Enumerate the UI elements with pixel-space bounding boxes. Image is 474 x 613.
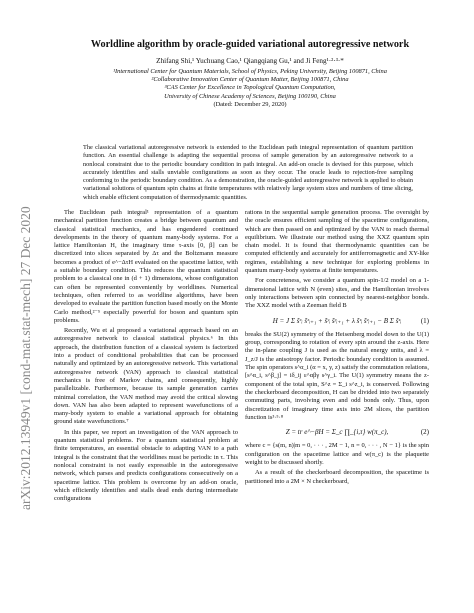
affiliations	[60, 68, 440, 109]
paragraph: For concreteness, we consider a quantum spin-1/2 model on a 1-dimensional lattice with N (even) sites, and the Hamiltonian involves only interactions between spin connected by nearest-neighbor bonds. The XXZ model with a Zeeman field B	[245, 277, 429, 310]
date: (Dated: December 29, 2020)	[213, 100, 287, 108]
paper-title: Worldline algorithm by oracle-guided variational autoregressive network	[90, 39, 410, 50]
equation-2-number: (2)	[420, 428, 429, 437]
affiliation-4: University of Chinese Academy of Sciences, Beijing 100190, China	[164, 92, 336, 100]
equation-1	[245, 317, 429, 325]
right-column	[245, 209, 429, 488]
paragraph: Recently, Wu et al proposed a variational approach based on an autoregressive network to classical statistical physics.⁶ In this approach, the distribution function of a classical system is factorized into a product of conditional probabilities that can be processed naturally and optimized by an autoregressive network. This variational autoregressive network (VAN) approach to classical statistical mechanics is free of Markov chains, and consequently, highly parallelizable. Furthermore, because its sample generation carries minimal correlation, the VAN method may avoid the critical slowing down. VAN has also been adapted to represent wavefunctions of a many-body system to enable a variational approach for obtaining ground state wavefunctions.⁷	[54, 327, 238, 426]
paragraph: The Euclidean path integral¹ representation of a quantum mechanical partition function creates a bridge between quantum and classical statistical mechanics, and has engendered continued developments in the theory of quantum many-body systems. For a lattice Hamiltonian H, the imaginary time τ-axis [0, β] can be discretized into slices separated by Δτ and the Boltzmann measure becomes a product of e^−ΔτH evaluated on the spacetime lattice, with a suitable boundary condition. This reduces the quantum statistical problem to a classical one in (d + 1) dimensions, whose configuration can often be represented conveniently by worldlines. Numerical techniques, often referred to as worldline algorithms, have been developed to evaluate the partition function based mostly on the Monte Carlo method,²⁻⁵ especially powerful for boson and quantum spin problems.	[54, 209, 238, 324]
left-column	[54, 209, 238, 505]
paragraph: where c = {s(m, n)|m = 0, · · · , 2M − 1, n = 0, · · · , N − 1} is the spin configuration on the spacetime lattice and w(π_c) is the plaquette weight to be discussed shortly.	[245, 442, 429, 467]
arxiv-stamp	[2, 130, 42, 510]
paragraph: As a result of the checkerboard decomposition, the spacetime is partitioned into a 2M × N checkerboard,	[245, 469, 429, 485]
paragraph: In this paper, we report an investigation of the VAN approach to quantum statistical problems. For a quantum statistical problem at finite temperatures, an essential obstacle to adapting VAN to a path integral is the constraint that the worldlines must be periodic in τ. This nonlocal constraint is not easily expressible in the autoregressive network, which parses and predicts configurations consecutively on a spacetime lattice. This problem is overcome by an add-on oracle, which efficiently identifies and stalls dead ends during intermediate configurations	[54, 428, 238, 503]
affiliation-1: ¹International Center for Quantum Materials, School of Physics, Peking University, Beijing 100871, China	[113, 68, 387, 75]
equation-1-body: H = J Σ s̃ˣᵢ s̃ˣᵢ₊₁ + s̃ʸᵢ s̃ʸᵢ₊₁ + λ s̃ᶻᵢ s̃ᶻᵢ₊₁ − B Σ s̃ᶻᵢ	[272, 316, 402, 325]
affiliation-3: ³CAS Center for Excellence in Topological Quantum Computation,	[164, 84, 336, 92]
equation-2	[245, 428, 429, 436]
abstract: The classical variational autoregressive network is extended to the Euclidean path integral representation of quantum partition function. An essential challenge is adapting the sequential process of sample generation by an autoregressive network to a nonlocal constraint due to the periodic boundary condition in path integral. An add-on oracle is devised for this purpose, which accurately identifies and stalls unviable configurations as soon as they occur. The oracle leads to rejection-free sampling conforming to the periodic boundary condition. As a demonstration, the oracle-guided autoregressive network is applied to obtain variational solutions of quantum spin chains at finite temperatures with relatively large system sizes and numbers of time slicing, which enable efficient computation of thermodynamic quantities.	[83, 144, 413, 201]
equation-2-body: Z = tr e^−βH = Σ_c ∏_{i,τ} w(π_c),	[285, 428, 389, 437]
paragraph: rations in the sequential sample generation process. The oversight by the oracle ensures efficient sampling of the spacetime configurations, which are then passed on and optimized by the VAN to reach thermal equilibrium. We illustrate our method using the XXZ quantum spin chain model. It is found that thermodynamic quantities can be computed efficiently and accurately for antiferromagnetic and XY-like regimes, establishing a new technique for exploring problems in quantum many-body systems at finite temperatures.	[245, 209, 429, 275]
equation-1-number: (1)	[420, 316, 429, 325]
arxiv-stamp-text: arXiv:2012.13949v1 [cond-mat.stat-mech] 27 Dec 2020	[18, 206, 33, 510]
affiliation-2: ²Collaborative Innovation Center of Quantum Matter, Beijing 100871, China	[151, 76, 349, 84]
paragraph: breaks the SU(2) symmetry of the Heisenberg model down to the U(1) group, corresponding to rotation of every spin around the z-axis. Here the in-plane coupling J is used as the natural energy units, and λ = J_z/J is the anisotropy factor. Periodic boundary condition is assumed. The spin operators s^α_i (α = x, y, z) satisfy the commutation relations, [s^α_i, s^β_j] = iδ_ij ε^αβγ s^γ_i. The U(1) symmetry means the z-component of the total spin, S^z = Σ_i s^z_i, is conserved. Following the checkerboard decomposition, H can be divided into two separately commuting parts, involving even and odd bonds only. Thus, upon discretization of imaginary time axis into 2M slices, the partition function is³·⁵·⁸	[245, 330, 429, 421]
authors: Zhifang Shi,¹ Yuchuang Cao,¹ Qiangqiang Gu,¹ and Ji Feng¹·²·³·*	[156, 57, 344, 65]
